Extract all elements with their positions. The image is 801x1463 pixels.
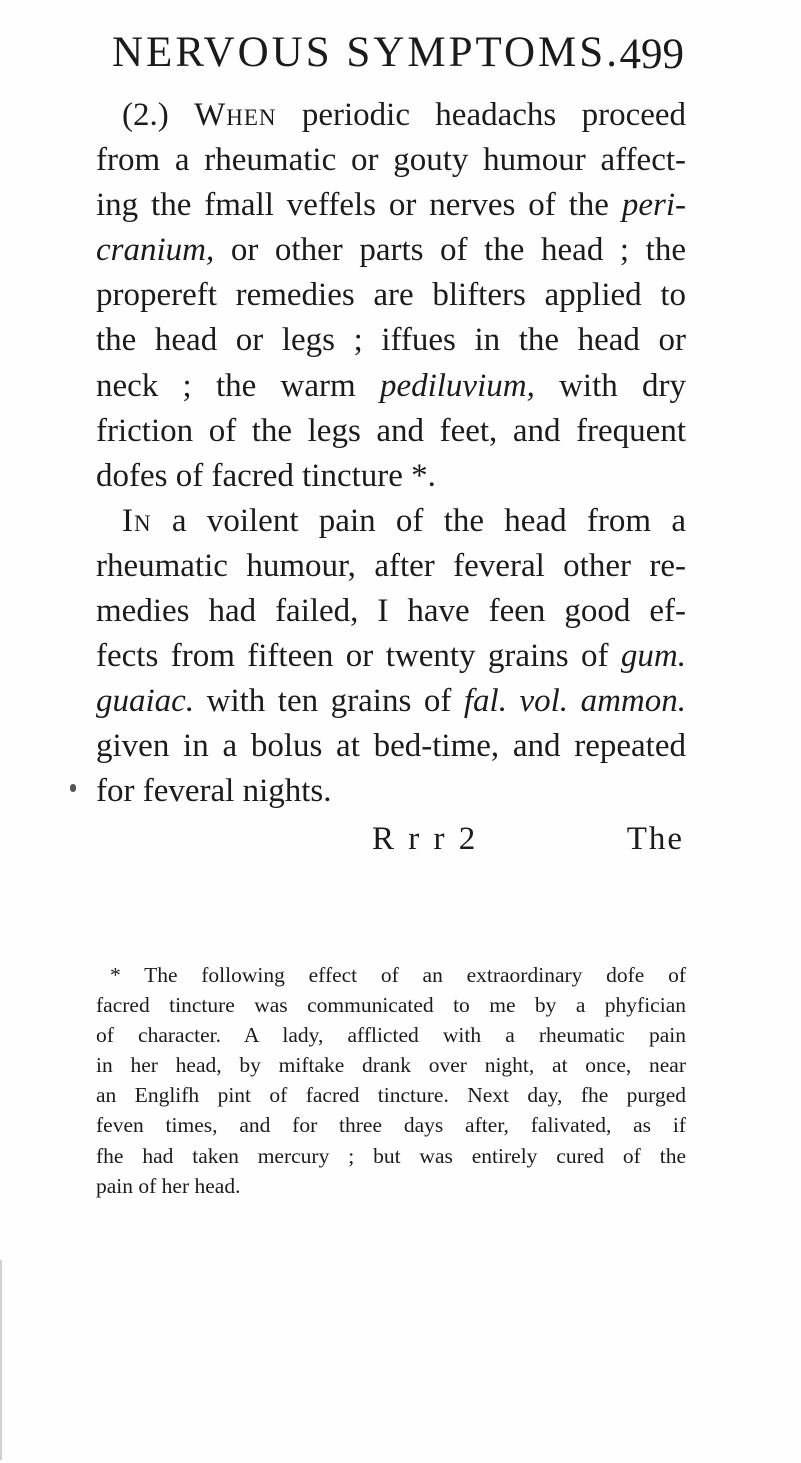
footnote-line: in her head, by miftake drank over night, at once, near — [96, 1053, 686, 1078]
text-span: or other parts of the head ; the — [230, 232, 686, 269]
text-line — [96, 364, 686, 409]
text-line: from a rheumatic or gouty humour affect- — [96, 142, 686, 179]
italic-term: fal. vol. ammon. — [463, 683, 686, 720]
text-span: with ten grains of — [206, 683, 452, 720]
italic-term: gum. — [620, 638, 686, 675]
footnote-line: fhe had taken mercury ; but was entirely cured of the — [96, 1143, 686, 1168]
text-line: medies had failed, I have feen good ef- — [96, 593, 686, 630]
text-line: rheumatic humour, after feveral other re- — [96, 547, 686, 584]
italic-term: pediluvium, — [379, 367, 535, 404]
signature-line — [96, 815, 686, 863]
text-span: fects from fifteen or twenty grains of — [96, 638, 609, 675]
footnote-line: feven times, and for three days after, falivated, as if — [96, 1113, 686, 1138]
lead-word: In — [122, 502, 152, 539]
running-head: NERVOUS SYMPTOMS. — [112, 29, 620, 76]
page-number: 499 — [619, 31, 684, 78]
text-span: ing the fmall veffels or nerves of the — [96, 187, 609, 224]
ink-speck — [70, 784, 76, 792]
italic-term: cranium, — [96, 232, 215, 269]
text-line — [96, 228, 686, 273]
text-span: with dry — [559, 367, 687, 404]
footnote — [96, 960, 686, 1201]
page-header — [112, 28, 684, 84]
footnote-line: of character. A lady, afflicted with a rheumatic pain — [96, 1023, 686, 1048]
text-line — [96, 679, 686, 724]
text-line — [96, 499, 686, 544]
catchword: The — [626, 820, 684, 857]
text-span: periodic headachs proceed — [301, 97, 687, 133]
italic-term: peri- — [621, 187, 686, 224]
lead-word: When — [194, 97, 277, 133]
footnote-line: facred tincture was communicated to me by a phyfician — [96, 993, 686, 1018]
text-span: neck ; the warm — [96, 367, 356, 404]
italic-term: guaiac. — [96, 683, 195, 720]
text-line: dofes of facred tincture *. — [96, 457, 436, 494]
text-line — [96, 634, 686, 679]
body-text — [96, 93, 686, 863]
text-line — [96, 93, 686, 138]
text-line: propereft remedies are blifters applied to — [96, 277, 686, 314]
footnote-line: an Englifh pint of facred tincture. Next day, fhe purged — [96, 1083, 686, 1108]
text-span: a voilent pain of the head from a — [171, 502, 686, 539]
footnote-line: * The following effect of an extraordinary dofe of — [110, 963, 686, 987]
text-line: for feveral nights. — [96, 773, 332, 810]
text-line: the head or legs ; iffues in the head or — [96, 322, 686, 359]
paragraph-number: (2.) — [122, 97, 169, 133]
text-line: friction of the legs and feet, and frequent — [96, 412, 686, 449]
text-line — [96, 183, 686, 228]
text-line: given in a bolus at bed-time, and repeated — [96, 728, 686, 765]
footnote-line: pain of her head. — [96, 1173, 241, 1198]
signature-mark: R r r 2 — [372, 820, 479, 857]
page-edge-shadow — [0, 1260, 2, 1460]
